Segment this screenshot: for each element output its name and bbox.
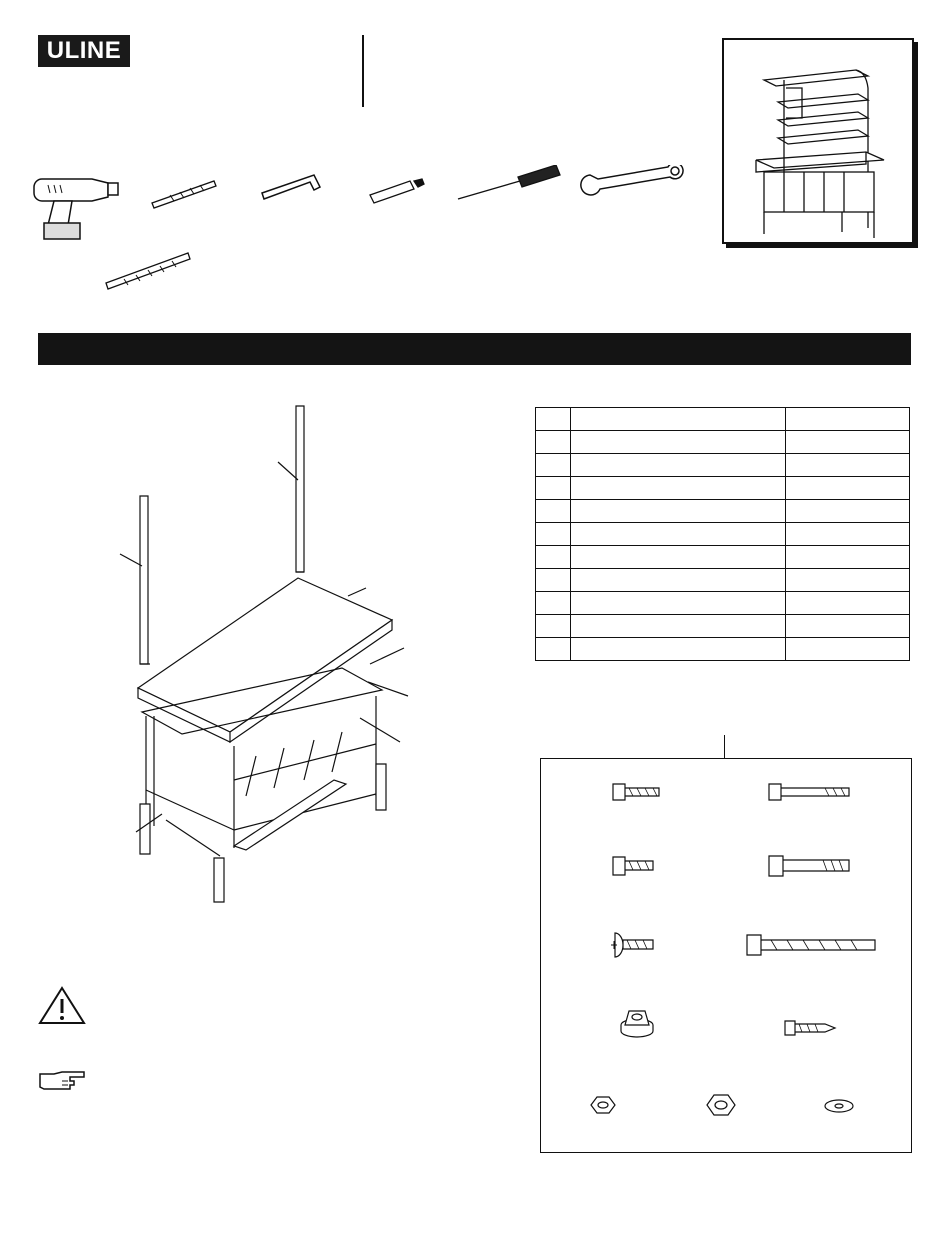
header-divider <box>362 35 364 107</box>
table-row <box>536 500 910 523</box>
table-row <box>536 546 910 569</box>
brand-logo: ULINE <box>38 35 130 67</box>
upright-right <box>296 406 304 572</box>
table-row <box>536 477 910 500</box>
workstation-illustration <box>724 40 912 242</box>
lag-screw-icon <box>785 1021 835 1035</box>
table-row <box>536 569 910 592</box>
tools-row <box>30 165 710 290</box>
hex-nut-large-icon <box>707 1095 735 1115</box>
pointing-hand-icon <box>38 1070 88 1092</box>
wrench-icon <box>581 165 683 195</box>
table-row <box>536 615 910 638</box>
drill-icon <box>34 179 118 239</box>
exploded-diagram <box>110 400 430 910</box>
table-row <box>536 454 910 477</box>
hex-nut-small-icon <box>591 1097 615 1113</box>
hex-bolt-small-icon <box>613 857 653 875</box>
phillips-screw-icon <box>611 933 653 957</box>
product-image <box>722 38 914 244</box>
allen-key-icon <box>262 175 320 199</box>
hex-bolt-medium-icon <box>769 856 849 876</box>
leg-front <box>214 858 224 902</box>
table-row <box>536 408 910 431</box>
leg-left <box>140 804 150 854</box>
hardware-box <box>540 758 912 1153</box>
hex-bolt-long-icon <box>769 784 849 800</box>
table-row <box>536 592 910 615</box>
hex-bolt-short-icon <box>613 784 659 800</box>
hardware-callout-line <box>724 735 725 759</box>
hardware-illustrations <box>541 759 911 1152</box>
warning-icon <box>38 985 88 1025</box>
table-row <box>536 431 910 454</box>
screwdriver-bit-icon <box>370 179 424 203</box>
flange-nut-icon <box>621 1011 653 1037</box>
upright-left <box>140 496 148 664</box>
leg-right <box>376 764 386 810</box>
table-row <box>536 523 910 546</box>
carriage-bolt-long-icon <box>747 935 875 955</box>
long-drill-bit-icon <box>106 253 190 289</box>
screwdriver-icon <box>458 165 560 199</box>
section-header-bar <box>38 333 911 365</box>
table-row <box>536 638 910 661</box>
washer-icon <box>825 1100 853 1112</box>
parts-table <box>535 407 910 661</box>
drill-bit-icon <box>152 181 216 208</box>
